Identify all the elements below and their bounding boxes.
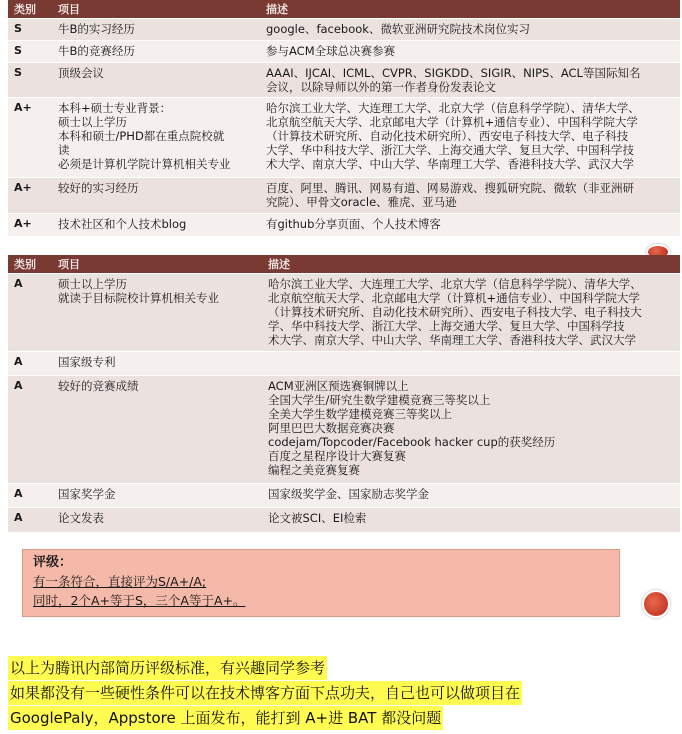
item-line: 必须是计算机学院计算机相关专业 bbox=[58, 157, 231, 171]
category-cell: S bbox=[8, 41, 52, 63]
table-header-row bbox=[8, 255, 680, 274]
description-line: 论文被SCI、EI检索 bbox=[268, 511, 367, 525]
description-line: 全国大学生/研究生数学建模竞赛三等奖以上 bbox=[268, 393, 491, 407]
description-cell bbox=[262, 508, 680, 532]
category-cell: A bbox=[8, 484, 52, 508]
description-line: ACM亚洲区预选赛铜牌以上 bbox=[268, 379, 409, 393]
description-line: 百度之星程序设计大赛复赛 bbox=[268, 449, 406, 463]
header-item: 项目 bbox=[52, 0, 260, 19]
table-row bbox=[8, 352, 680, 376]
description-cell bbox=[262, 484, 680, 508]
description-line: 术大学、南京大学、中山大学、华南理工大学、香港科技大学、武汉大学 bbox=[268, 333, 636, 347]
description-cell bbox=[260, 214, 680, 236]
description-line: 百度、阿里、腾讯、网易有道、网易游戏、搜狐研究院、微软（非亚洲研 bbox=[266, 181, 634, 195]
description-cell bbox=[260, 63, 680, 98]
rating-title: 评级： bbox=[33, 555, 73, 570]
category-cell: A bbox=[8, 376, 52, 484]
table-row bbox=[8, 376, 680, 484]
description-line: 国家级奖学金、国家励志奖学金 bbox=[268, 487, 429, 501]
category-cell: S bbox=[8, 19, 52, 41]
description-line: 编程之美竞赛复赛 bbox=[268, 463, 360, 477]
description-line: google、facebook、微软亚洲研究院技术岗位实习 bbox=[266, 22, 530, 36]
category-cell: A+ bbox=[8, 178, 52, 214]
description-line: 有github分享页面、个人技术博客 bbox=[266, 217, 441, 231]
category-cell: A bbox=[8, 274, 52, 352]
header-category: 类别 bbox=[8, 0, 52, 19]
rating-rules-box bbox=[22, 549, 620, 617]
description-line: 哈尔滨工业大学、大连理工大学、北京大学（信息科学学院）、清华大学、 bbox=[268, 277, 642, 291]
description-cell bbox=[262, 376, 680, 484]
note-line: 如果都没有一些硬性条件可以在技术博客方面下点功夫，自己也可以做项目在 bbox=[8, 681, 522, 705]
item-line: 国家奖学金 bbox=[58, 487, 116, 501]
description-line: 会议，以除导师以外的第一作者身份发表论文 bbox=[266, 80, 496, 94]
description-line: 术大学、南京大学、中山大学、华南理工大学、香港科技大学、武汉大学 bbox=[266, 157, 634, 171]
table-header-row bbox=[8, 0, 680, 19]
table-row bbox=[8, 98, 680, 178]
item-cell bbox=[52, 376, 262, 484]
table-row bbox=[8, 63, 680, 98]
description-cell bbox=[260, 98, 680, 178]
description-line: 究院）、甲骨文oracle、雅虎、亚马逊 bbox=[266, 195, 457, 209]
item-cell bbox=[52, 484, 262, 508]
description-cell bbox=[260, 19, 680, 41]
table-row bbox=[8, 41, 680, 63]
item-cell bbox=[52, 98, 260, 178]
item-line: 本科+硕士专业背景： bbox=[58, 101, 172, 115]
note-line: GooglePaly，Appstore 上面发布，能打到 A+进 BAT 都没问题 bbox=[8, 706, 443, 730]
header-description: 描述 bbox=[262, 255, 680, 274]
description-cell bbox=[260, 178, 680, 214]
note-line: 以上为腾讯内部简历评级标准，有兴趣同学参考 bbox=[8, 656, 327, 680]
category-cell: A bbox=[8, 508, 52, 532]
rating-table-s-aplus bbox=[8, 0, 680, 236]
header-description: 描述 bbox=[260, 0, 680, 19]
item-line: 硕士以上学历 bbox=[58, 115, 127, 129]
category-cell: A bbox=[8, 352, 52, 376]
table-row bbox=[8, 178, 680, 214]
item-cell bbox=[52, 352, 262, 376]
rating-rule-line: 有一条符合，直接评为S/A+/A; bbox=[33, 574, 207, 589]
description-line: 学、华中科技大学、浙江大学、上海交通大学、复旦大学、中国科学技 bbox=[268, 319, 625, 333]
description-line: 阿里巴巴大数据竞赛决赛 bbox=[268, 421, 395, 435]
item-line: 就读于目标院校计算机相关专业 bbox=[58, 291, 219, 305]
description-line: AAAI、IJCAI、ICML、CVPR、SIGKDD、SIGIR、NIPS、ACL等国际知名 bbox=[266, 66, 641, 80]
category-cell: S bbox=[8, 63, 52, 98]
table-row bbox=[8, 484, 680, 508]
item-cell bbox=[52, 19, 260, 41]
item-line: 读 bbox=[58, 143, 70, 157]
rating-rule-line: 同时，2个A+等于S，三个A等于A+。 bbox=[33, 593, 246, 608]
description-line: 北京航空航天大学、北京邮电大学（计算机+通信专业）、中国科学院大学 bbox=[268, 291, 640, 305]
table-row bbox=[8, 19, 680, 41]
header-item: 项目 bbox=[52, 255, 262, 274]
item-cell bbox=[52, 508, 262, 532]
description-line: codejam/Topcoder/Facebook hacker cup的获奖经历 bbox=[268, 435, 556, 449]
description-line: 哈尔滨工业大学、大连理工大学、北京大学（信息科学学院）、清华大学、 bbox=[266, 101, 640, 115]
item-line: 牛B的竞赛经历 bbox=[58, 44, 135, 58]
item-line: 硕士以上学历 bbox=[58, 277, 127, 291]
item-line: 顶级会议 bbox=[58, 66, 104, 80]
item-cell bbox=[52, 214, 260, 236]
description-line: 全美大学生数学建模竞赛三等奖以上 bbox=[268, 407, 452, 421]
description-line: （计算技术研究所、自动化技术研究所）、西安电子科技大学、电子科技 bbox=[266, 129, 629, 143]
category-cell: A+ bbox=[8, 214, 52, 236]
item-line: 技术社区和个人技术blog bbox=[58, 217, 187, 231]
item-cell bbox=[52, 274, 262, 352]
description-line: （计算技术研究所、自动化技术研究所）、西安电子科技大学、电子科技大 bbox=[268, 305, 642, 319]
table-row bbox=[8, 274, 680, 352]
red-circle-icon bbox=[642, 590, 670, 618]
item-line: 论文发表 bbox=[58, 511, 104, 525]
item-line: 国家级专利 bbox=[58, 355, 116, 369]
table-row bbox=[8, 508, 680, 532]
item-line: 牛B的实习经历 bbox=[58, 22, 135, 36]
description-cell bbox=[260, 41, 680, 63]
item-line: 较好的竞赛成绩 bbox=[58, 379, 139, 393]
description-cell bbox=[262, 274, 680, 352]
item-line: 本科和硕士/PHD都在重点院校就 bbox=[58, 129, 225, 143]
item-cell bbox=[52, 41, 260, 63]
description-line: 参与ACM全球总决赛参赛 bbox=[266, 44, 396, 58]
table-row bbox=[8, 214, 680, 236]
header-category: 类别 bbox=[8, 255, 52, 274]
description-line: 大学、华中科技大学、浙江大学、上海交通大学、复旦大学、中国科学技 bbox=[266, 143, 634, 157]
category-cell: A+ bbox=[8, 98, 52, 178]
rating-table-a bbox=[8, 255, 680, 532]
item-cell bbox=[52, 63, 260, 98]
item-cell bbox=[52, 178, 260, 214]
description-cell bbox=[262, 352, 680, 376]
description-line: 北京航空航天大学、北京邮电大学（计算机+通信专业）、中国科学院大学 bbox=[266, 115, 638, 129]
item-line: 较好的实习经历 bbox=[58, 181, 139, 195]
